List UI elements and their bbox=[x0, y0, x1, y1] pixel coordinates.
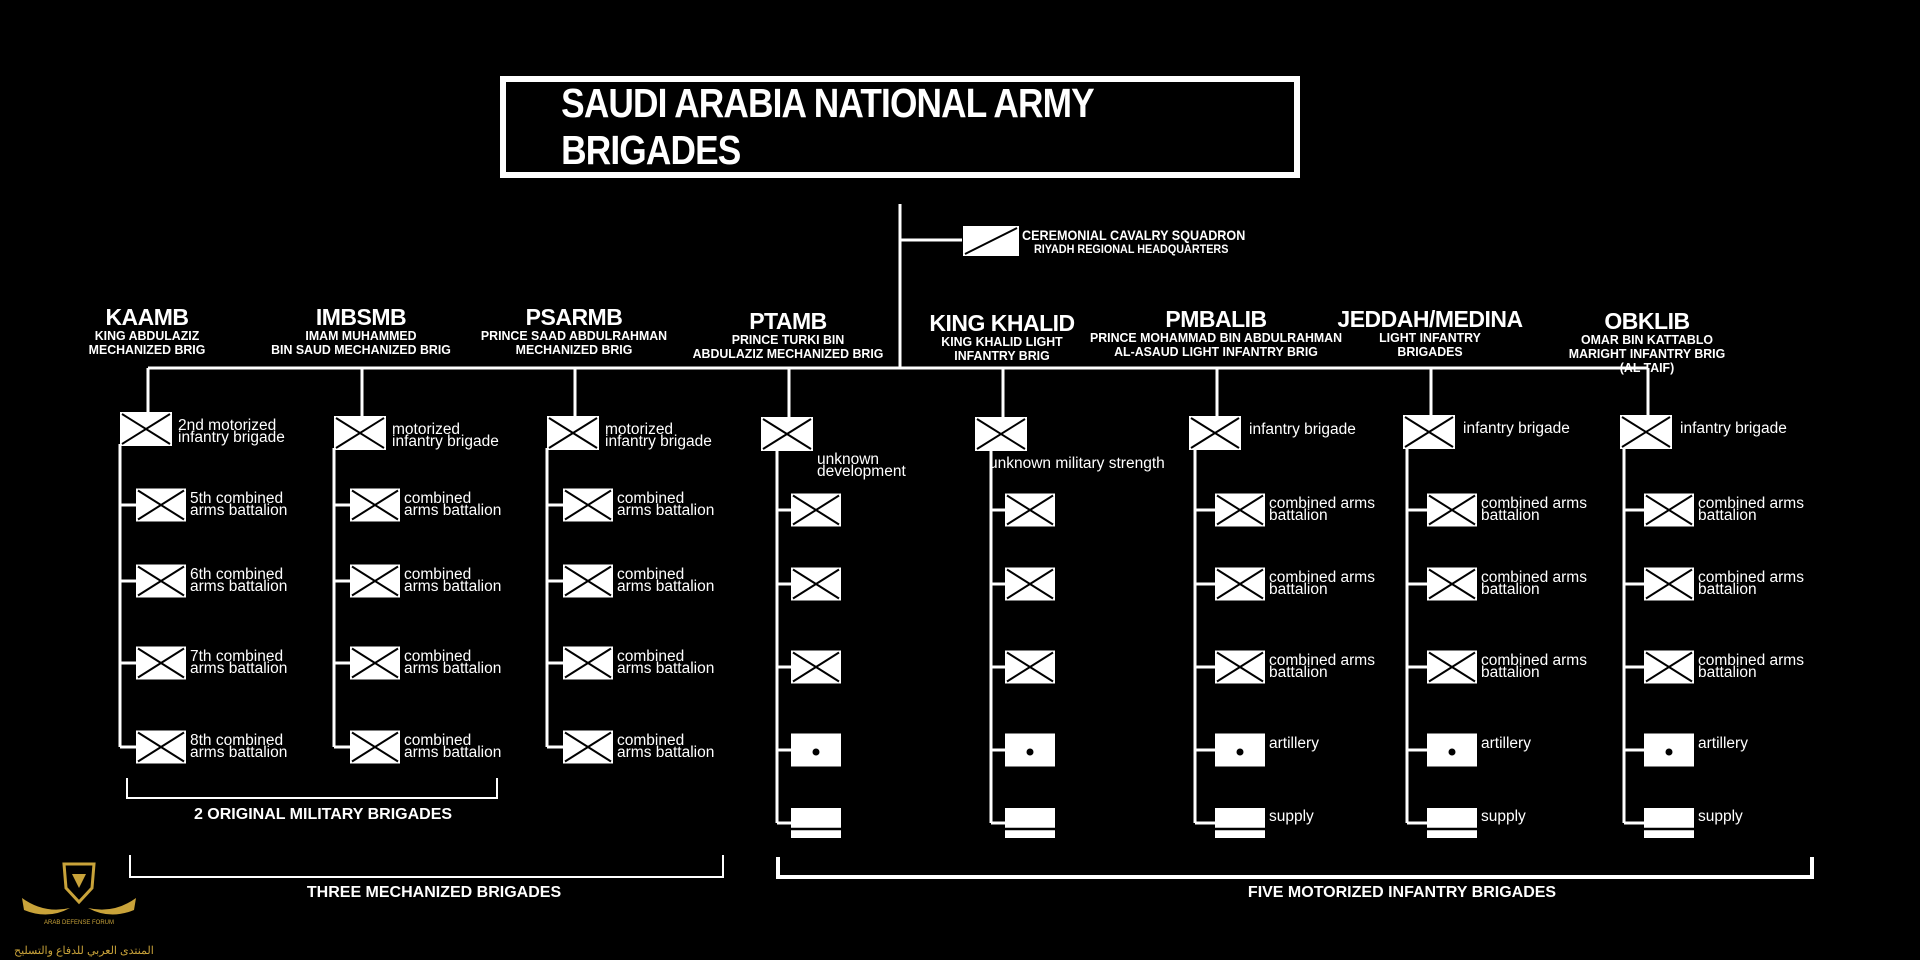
child-unit-label: combined arms battalion bbox=[404, 490, 502, 519]
battalion-icon bbox=[1644, 651, 1694, 684]
child-unit-label: combined arms battalion bbox=[1481, 569, 1587, 598]
child-unit-label: supply bbox=[1698, 808, 1743, 825]
supply-icon bbox=[1215, 808, 1265, 838]
brigade-header bbox=[86, 306, 209, 357]
child-unit-label: combined arms battalion bbox=[1698, 652, 1804, 681]
brigade-header bbox=[1337, 308, 1522, 359]
brigade-fullname: PRINCE SAAD ABDULRAHMAN bbox=[480, 328, 668, 343]
child-unit-label: combined arms battalion bbox=[1698, 495, 1804, 524]
child-unit-label: combined arms battalion bbox=[1269, 495, 1375, 524]
brigade-fullname: INFANTRY BRIG bbox=[954, 348, 1050, 363]
child-unit-label: artillery bbox=[1481, 735, 1531, 752]
bracket-original bbox=[127, 778, 497, 798]
battalion-icon bbox=[350, 647, 400, 680]
brigade-abbr: PMBALIB bbox=[1165, 306, 1267, 332]
brigade-unit-icon bbox=[975, 417, 1027, 451]
battalion-icon bbox=[136, 647, 186, 680]
brigade-abbr: KAAMB bbox=[105, 304, 189, 330]
child-unit-label: 7th combined arms battalion bbox=[190, 648, 288, 677]
brigade-abbr: IMBSMB bbox=[315, 304, 407, 330]
child-unit-label: combined arms battalion bbox=[404, 648, 502, 677]
supply-icon bbox=[1427, 808, 1477, 838]
battalion-icon bbox=[1427, 494, 1477, 527]
group-brackets bbox=[127, 778, 1812, 877]
group-label-mechanized: THREE MECHANIZED BRIGADES bbox=[306, 884, 562, 901]
brigade-unit-icon bbox=[1620, 415, 1672, 449]
brigade-header bbox=[266, 306, 455, 357]
supply-icon bbox=[1005, 808, 1055, 838]
brigade-unit-label: motorized infantry brigade bbox=[605, 421, 712, 450]
brigade-unit-icon bbox=[334, 416, 386, 450]
brigade-fullname: PRINCE MOHAMMAD BIN ABDULRAHMAN bbox=[1089, 330, 1343, 345]
battalion-icon bbox=[350, 565, 400, 598]
battalion-icon bbox=[350, 489, 400, 522]
battalion-icon bbox=[136, 731, 186, 764]
brigade-header bbox=[688, 310, 889, 361]
hq-unit-label: CEREMONIAL CAVALRY SQUADRON bbox=[1022, 227, 1246, 243]
battalion-icon bbox=[1005, 568, 1055, 601]
bracket-motorized bbox=[778, 857, 1812, 877]
child-unit-label: combined arms battalion bbox=[1481, 652, 1587, 681]
battalion-icon bbox=[350, 731, 400, 764]
brigade-fullname: BRIGADES bbox=[1397, 344, 1463, 359]
battalion-icon bbox=[1644, 568, 1694, 601]
brigade-unit-label: motorized infantry brigade bbox=[392, 421, 499, 450]
brigade-fullname: AL-ASAUD LIGHT INFANTRY BRIG bbox=[1114, 344, 1318, 359]
brigade-unit-icon bbox=[1403, 415, 1455, 449]
brigade-fullname: MECHANIZED BRIG bbox=[515, 342, 633, 357]
child-unit-label: artillery bbox=[1698, 735, 1748, 752]
brigade-header bbox=[929, 312, 1074, 363]
brigade-header bbox=[1083, 308, 1348, 359]
child-unit-label: 5th combined arms battalion bbox=[190, 490, 288, 519]
battalion-icon bbox=[1215, 494, 1265, 527]
child-unit-label: combined arms battalion bbox=[617, 566, 715, 595]
brigade-fullname: MARIGHT INFANTRY BRIG bbox=[1568, 346, 1726, 361]
brigade-abbr: JEDDAH/MEDINA bbox=[1337, 306, 1523, 332]
child-unit-label: combined arms battalion bbox=[404, 732, 502, 761]
child-unit-label: artillery bbox=[1269, 735, 1319, 752]
brigade-fullname: ABDULAZIZ MECHANIZED BRIG bbox=[692, 346, 884, 361]
brigade-abbr: PTAMB bbox=[749, 308, 827, 334]
group-label-motorized: FIVE MOTORIZED INFANTRY BRIGADES bbox=[1247, 884, 1557, 901]
brigade-unit-icon bbox=[120, 412, 172, 446]
child-unit-label: 8th combined arms battalion bbox=[190, 732, 288, 761]
group-label-original: 2 ORIGINAL MILITARY BRIGADES bbox=[193, 806, 453, 823]
battalion-icon bbox=[791, 494, 841, 527]
battalion-icon bbox=[563, 731, 613, 764]
brigade-unit-label: unknown military strength bbox=[989, 455, 1165, 472]
brigade-unit-icon bbox=[1189, 416, 1241, 450]
brigade-unit-label: infantry brigade bbox=[1249, 421, 1356, 438]
child-unit-label: combined arms battalion bbox=[1269, 569, 1375, 598]
watermark-text: المنتدى العربي للدفاع والتسليح bbox=[14, 945, 154, 957]
artillery-icon bbox=[791, 734, 841, 767]
battalion-icon bbox=[563, 565, 613, 598]
chart-title: SAUDI ARABIA NATIONAL ARMY BRIGADES bbox=[561, 80, 1094, 173]
battalion-icon bbox=[1644, 494, 1694, 527]
cavalry-squadron-icon bbox=[963, 226, 1019, 256]
brigade-unit-icon bbox=[547, 416, 599, 450]
brigade-abbr: OBKLIB bbox=[1604, 308, 1690, 334]
brigade-unit-icon bbox=[761, 417, 813, 451]
brigade-abbr: KING KHALID bbox=[929, 310, 1075, 336]
battalion-icon bbox=[791, 568, 841, 601]
hq-location-label: RIYADH REGIONAL HEADQUARTERS bbox=[1034, 242, 1229, 256]
child-unit-label: combined arms battalion bbox=[1269, 652, 1375, 681]
battalion-icon bbox=[136, 565, 186, 598]
brigade-abbr: PSARMB bbox=[525, 304, 623, 330]
supply-icon bbox=[791, 808, 841, 838]
child-unit-label: combined arms battalion bbox=[1481, 495, 1587, 524]
battalion-icon bbox=[1005, 651, 1055, 684]
brigade-fullname: KING ABDULAZIZ bbox=[94, 328, 200, 343]
brigade-header bbox=[476, 306, 672, 357]
child-unit-label: supply bbox=[1269, 808, 1314, 825]
brigade-unit-label: unknown development bbox=[817, 451, 906, 480]
brigade-header bbox=[1565, 310, 1730, 375]
brigade-unit-label: infantry brigade bbox=[1680, 420, 1787, 437]
brigade-fullname: (AL TAIF) bbox=[1619, 360, 1675, 375]
battalion-icon bbox=[791, 651, 841, 684]
battalion-icon bbox=[1215, 651, 1265, 684]
artillery-icon bbox=[1215, 734, 1265, 767]
brigade-fullname: MECHANIZED BRIG bbox=[88, 342, 206, 357]
child-unit-label: 6th combined arms battalion bbox=[190, 566, 288, 595]
brigade-unit-label: infantry brigade bbox=[1463, 420, 1570, 437]
supply-icon bbox=[1644, 808, 1694, 838]
battalion-icon bbox=[1427, 568, 1477, 601]
battalion-icon bbox=[563, 647, 613, 680]
battalion-icon bbox=[563, 489, 613, 522]
battalion-icon bbox=[136, 489, 186, 522]
svg-text:ARAB DEFENSE FORUM: ARAB DEFENSE FORUM bbox=[43, 920, 115, 926]
brigade-fullname: KING KHALID LIGHT bbox=[941, 334, 1063, 349]
child-unit-label: combined arms battalion bbox=[617, 490, 715, 519]
child-unit-label: combined arms battalion bbox=[617, 732, 715, 761]
artillery-icon bbox=[1644, 734, 1694, 767]
child-unit-label: combined arms battalion bbox=[404, 566, 502, 595]
brigade-fullname: PRINCE TURKI BIN bbox=[731, 332, 845, 347]
bracket-mechanized bbox=[130, 855, 723, 877]
forum-logo-icon bbox=[14, 858, 144, 958]
connector-lines bbox=[120, 204, 1648, 823]
brigade-unit-label: 2nd motorized infantry brigade bbox=[178, 417, 285, 446]
child-unit-label: supply bbox=[1481, 808, 1526, 825]
brigade-fullname: IMAM MUHAMMED bbox=[305, 328, 417, 343]
artillery-icon bbox=[1005, 734, 1055, 767]
battalion-icon bbox=[1215, 568, 1265, 601]
child-unit-label: combined arms battalion bbox=[617, 648, 715, 677]
brigade-fullname: OMAR BIN KATTABLO bbox=[1581, 332, 1713, 347]
child-unit-label: combined arms battalion bbox=[1698, 569, 1804, 598]
brigade-fullname: LIGHT INFANTRY bbox=[1379, 330, 1481, 345]
brigade-fullname: BIN SAUD MECHANIZED BRIG bbox=[271, 342, 451, 357]
chart-title-box bbox=[500, 76, 1300, 178]
artillery-icon bbox=[1427, 734, 1477, 767]
battalion-icon bbox=[1005, 494, 1055, 527]
battalion-icon bbox=[1427, 651, 1477, 684]
